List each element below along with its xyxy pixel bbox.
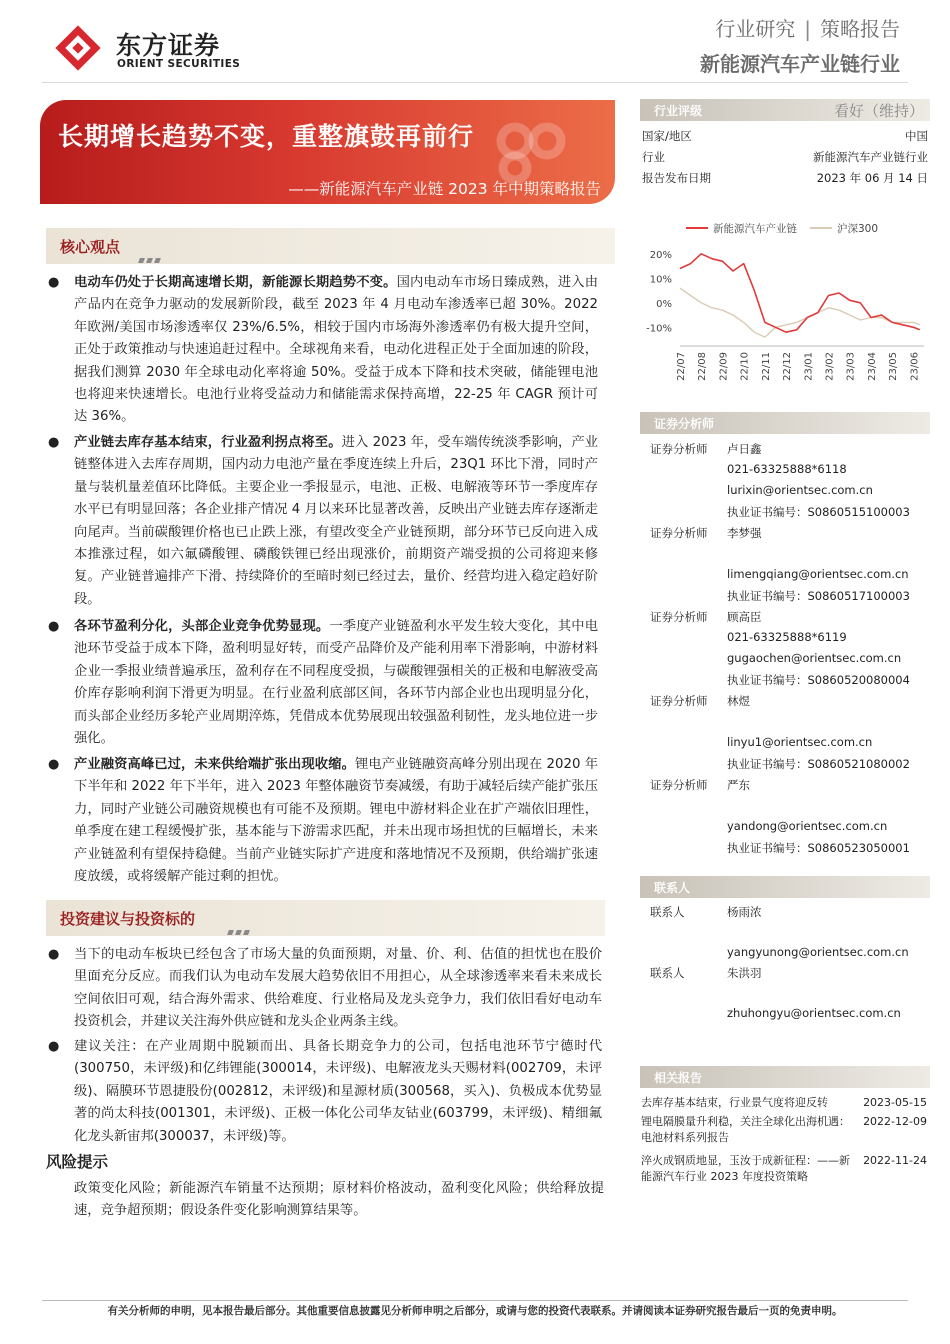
- core-point-3: [46, 616, 598, 756]
- info-value: 中国: [905, 129, 928, 143]
- core-point-body: 国内电动车市场日臻成熟，进入由产品内在竞争力驱动的发展新阶段，截至 2023 年 4 月电动车渗透率已超 30%。2022 年欧洲/美国市场渗透率仅 23%/6.5%，相较于国内市场海外渗透率仍有极大提升空间，正处于政策推动与快速追赶过程中。全球视角来看，电动化进程正处于全面加速的阶段，据我们测算 2030 年全球电动化率将逾 50%。受益于成本下降和技术突破，储能锂电池也将迎来快速增长。电池行业将受益动力和储能需求保持高增，22-25 年 CAGR 预计可达 36%。: [74, 275, 599, 425]
- contact-email: zhuhongyu@orientsec.com.cn: [727, 1006, 901, 1020]
- core-point-lead: 各环节盈利分化，头部企业竞争优势显现。: [74, 619, 330, 634]
- bullet-dot-icon: ●: [48, 1039, 60, 1054]
- x-tick-label: 23/01: [803, 352, 815, 381]
- related-report-title: 淬火成钢质地显，玉汝于成新征程：——新能源汽车行业 2023 年度投资策略: [641, 1154, 850, 1183]
- analyst-name: 严东: [727, 778, 750, 792]
- y-tick-label: 0%: [656, 298, 672, 310]
- invest-section-header: [46, 900, 605, 936]
- info-key: 国家/地区: [642, 129, 692, 143]
- report-subtitle: ——新能源汽车产业链 2023 年中期策略报告: [288, 180, 601, 198]
- x-tick-label: 22/10: [739, 352, 751, 381]
- analyst-role: 证券分析师: [650, 610, 708, 624]
- analyst-cert: 执业证书编号：S0860517100003: [727, 589, 910, 603]
- bullet-dot-icon: ●: [48, 947, 60, 962]
- bullet-dot-icon: ●: [48, 275, 60, 290]
- x-tick-label: 22/09: [718, 352, 730, 381]
- logo-diamond-icon: [54, 24, 102, 72]
- core-section-title: 核心观点: [60, 238, 121, 256]
- related-report-title: 去库存基本结束，行业景气度将迎反转: [641, 1096, 828, 1109]
- invest-point-2: [46, 1036, 602, 1148]
- analyst-cert: 执业证书编号：S0860515100003: [727, 505, 910, 519]
- y-tick-label: 20%: [649, 249, 672, 261]
- logo-text-en: ORIENT SECURITIES: [117, 58, 241, 70]
- x-tick-label: 23/05: [888, 352, 900, 381]
- analyst-role: 证券分析师: [650, 526, 708, 540]
- bullet-dot-icon: ●: [48, 435, 60, 450]
- related-section-label: 相关报告: [654, 1071, 703, 1085]
- related-report-date: 2023-05-15: [863, 1096, 927, 1109]
- analyst-email: yandong@orientsec.com.cn: [727, 819, 888, 833]
- risk-section-title: 风险提示: [46, 1153, 109, 1171]
- contact-section-label: 联系人: [654, 881, 691, 895]
- series-line-hs300: [680, 288, 920, 337]
- invest-point-1: [46, 944, 602, 1034]
- category-separator: |: [804, 17, 811, 41]
- bullet-dot-icon: ●: [48, 619, 60, 634]
- section-dots-icon: [139, 248, 163, 254]
- info-value: 新能源汽车产业链行业: [813, 150, 928, 164]
- info-value: 2023 年 06 月 14 日: [816, 171, 928, 185]
- legend-label: 新能源汽车产业链: [713, 223, 797, 235]
- x-tick-label: 22/11: [760, 352, 772, 381]
- x-tick-label: 22/08: [697, 352, 709, 381]
- contact-email: yangyunong@orientsec.com.cn: [727, 945, 909, 959]
- info-key: 行业: [642, 150, 665, 164]
- analyst-section-label: 证券分析师: [654, 417, 715, 431]
- x-tick-label: 23/04: [866, 352, 878, 381]
- contact-role: 联系人: [650, 966, 685, 980]
- related-report[interactable]: [641, 1153, 927, 1187]
- rating-value: 看好（维持）: [833, 102, 924, 120]
- analyst-role: 证券分析师: [650, 778, 708, 792]
- title-banner: [40, 100, 615, 204]
- rating-bar: [640, 99, 930, 121]
- related-report-date: 2022-12-09: [863, 1115, 927, 1128]
- analyst-name: 卢日鑫: [727, 442, 762, 456]
- analyst-name: 林煜: [727, 694, 750, 708]
- core-point-lead: 产业融资高峰已过，未来供给端扩张出现收缩。: [74, 757, 355, 772]
- core-point-lead: 产业链去库存基本结束，行业盈利拐点将至。: [74, 435, 342, 450]
- invest-point-text: 建议关注：在产业周期中脱颖而出、具备长期竞争力的公司，包括电池环节宁德时代(300750，未评级)和亿纬锂能(300014，未评级)、电解液龙头天赐材料(002709，未评级)、隔膜环节恩捷股份(002812，未评级)和星源材质(300568，买入)、负极成本优势显著的尚太科技(001301，未评级)、正极一体化公司华友钴业(603799，未评级)、精细氟化龙头新宙邦(300037，未评级)等。: [74, 1039, 602, 1144]
- section-dots-icon: [228, 920, 252, 926]
- core-point-1: [46, 272, 598, 432]
- footer-divider: [42, 1300, 908, 1301]
- report-type-label: 策略报告: [820, 17, 900, 41]
- x-tick-label: 22/07: [676, 352, 687, 381]
- report-title: 长期增长趋势不变，重整旗鼓再前行: [58, 122, 475, 151]
- related-report-date: 2022-11-24: [863, 1154, 927, 1167]
- analyst-role: 证券分析师: [650, 442, 708, 456]
- analyst-email: limengqiang@orientsec.com.cn: [727, 567, 909, 581]
- y-tick-label: -10%: [646, 323, 672, 335]
- category-label: 行业研究: [715, 17, 796, 41]
- contact-name: 朱洪羽: [727, 966, 762, 980]
- x-tick-label: 23/02: [824, 352, 836, 381]
- report-category: [715, 13, 900, 42]
- invest-section-title: 投资建议与投资标的: [60, 910, 196, 928]
- industry-label: 新能源汽车产业链行业: [700, 52, 900, 76]
- analyst-role: 证券分析师: [650, 694, 708, 708]
- invest-point-text: 当下的电动车板块已经包含了市场大量的负面预期，对量、价、利、估值的担忧也在股价里面充分反应。而我们认为电动车发展大趋势依旧不用担心，从全球渗透率来看未来成长空间依旧可观，结合海外需求、供给难度、行业格局及龙头竞争力，我们依旧看好电动车投资机会，并建议关注海外供应链和龙头企业两条主线。: [74, 947, 602, 1030]
- core-point-lead: 电动车仍处于长期高速增长期，新能源长期趋势不变。: [74, 275, 397, 290]
- performance-chart: [640, 214, 932, 400]
- contact-bar: [640, 876, 930, 898]
- analyst-phone: 021-63325888*6119: [727, 630, 847, 644]
- analyst-cert: 执业证书编号：S0860521080002: [727, 757, 910, 771]
- core-section-header: [46, 228, 615, 264]
- x-tick-label: 22/12: [782, 352, 794, 381]
- analyst-email: gugaochen@orientsec.com.cn: [727, 651, 902, 665]
- x-tick-label: 23/03: [845, 352, 857, 381]
- bullet-dot-icon: ●: [48, 757, 60, 772]
- analyst-email: lurixin@orientsec.com.cn: [727, 483, 873, 497]
- core-point-body: 锂电产业链融资高峰分别出现在 2020 年下半年和 2022 年下半年，进入 2023 年整体融资节奏减缓，有助于减轻后续产能扩张压力，同时产业链公司融资规模也有可能不及预期。锂电中游材料企业在扩产端依旧理性，单季度在建工程缓慢扩张，基本能与下游需求匹配，并未出现市场担忧的巨幅增长，未来产业链盈利有望保持稳健。当前产业链实际扩产进度和落地情况不及预期，供给端扩张速度放缓，或将缓解产能过剩的担忧。: [74, 757, 599, 885]
- y-tick-label: 10%: [649, 274, 672, 286]
- core-point-4: [46, 754, 598, 894]
- orient-securities-logo: [52, 18, 252, 74]
- core-point-body: 进入 2023 年，受车端传统淡季影响，产业链整体进入去库存周期，国内动力电池产量在季度连续上升后，23Q1 环比下滑，同时产量与装机量差值环比降低。主要企业一季报显示，电池、正极、电解液等环节一季度库存水平已有明显回落；各企业排产情况 4 月以来环比显著改善，反映出产业链去库存逐渐走向尾声。当前碳酸锂价格也已止跌上涨，有望改变全产业链预期，部分环节已反向进入成本推涨过程，如六氟磷酸锂、磷酸铁锂已经出现涨价，前期资产端受损的公司将迎来修复。产业链普遍排产下滑、持续降价的至暗时刻已经过去，量价、经营均进入稳定趋好阶段。: [74, 435, 599, 607]
- core-point-2: [46, 432, 598, 612]
- contact-name: 杨雨浓: [727, 905, 762, 919]
- related-report[interactable]: [641, 1114, 927, 1148]
- contact-role: 联系人: [650, 905, 685, 919]
- x-tick-label: 23/06: [909, 352, 921, 381]
- header-divider: [42, 82, 908, 83]
- footer-disclaimer: 有关分析师的申明，见本报告最后部分。其他重要信息披露见分析师申明之后部分，或请与您的投资代表联系。并请阅读本证券研究报告最后一页的免责申明。: [107, 1305, 843, 1317]
- related-bar: [640, 1066, 930, 1088]
- analyst-phone: 021-63325888*6118: [727, 462, 847, 476]
- analyst-bar: [640, 412, 930, 434]
- core-point-body: 一季度产业链盈利水平发生较大变化，其中电池环节受益于成本下降，盈利明显好转，而受产品降价及产能利用率下滑影响，中游材料企业一季报业绩普遍承压，盈利存在不同程度受损，与碳酸锂强相关的正极和电解液受高价库存影响利润下滑更为明显。在行业盈利底部区间，各环节内部企业也出现明显分化，而头部企业经历多轮产业周期淬炼，凭借成本优势展现出较强盈利韧性，龙头地位进一步强化。: [74, 619, 599, 747]
- logo-text-cn: 东方证券: [116, 31, 221, 60]
- analyst-name: 顾高臣: [727, 610, 762, 624]
- rating-label: 行业评级: [654, 104, 703, 118]
- risk-text: 政策变化风险；新能源汽车销量不达预期；原材料价格波动，盈利变化风险；供给释放提速，竞争超预期；假设条件变化影响测算结果等。: [74, 1181, 604, 1219]
- analyst-email: linyu1@orientsec.com.cn: [727, 735, 873, 749]
- legend-label: 沪深300: [837, 223, 879, 235]
- info-key: 报告发布日期: [642, 171, 711, 185]
- analyst-cert: 执业证书编号：S0860520080004: [727, 673, 910, 687]
- analyst-cert: 执业证书编号：S0860523050001: [727, 841, 910, 855]
- analyst-name: 李梦强: [727, 526, 762, 540]
- related-report-title: 锂电隔膜量升利稳，关注全球化出海机遇：电池材料系列报告: [641, 1115, 850, 1144]
- related-report[interactable]: [641, 1095, 927, 1113]
